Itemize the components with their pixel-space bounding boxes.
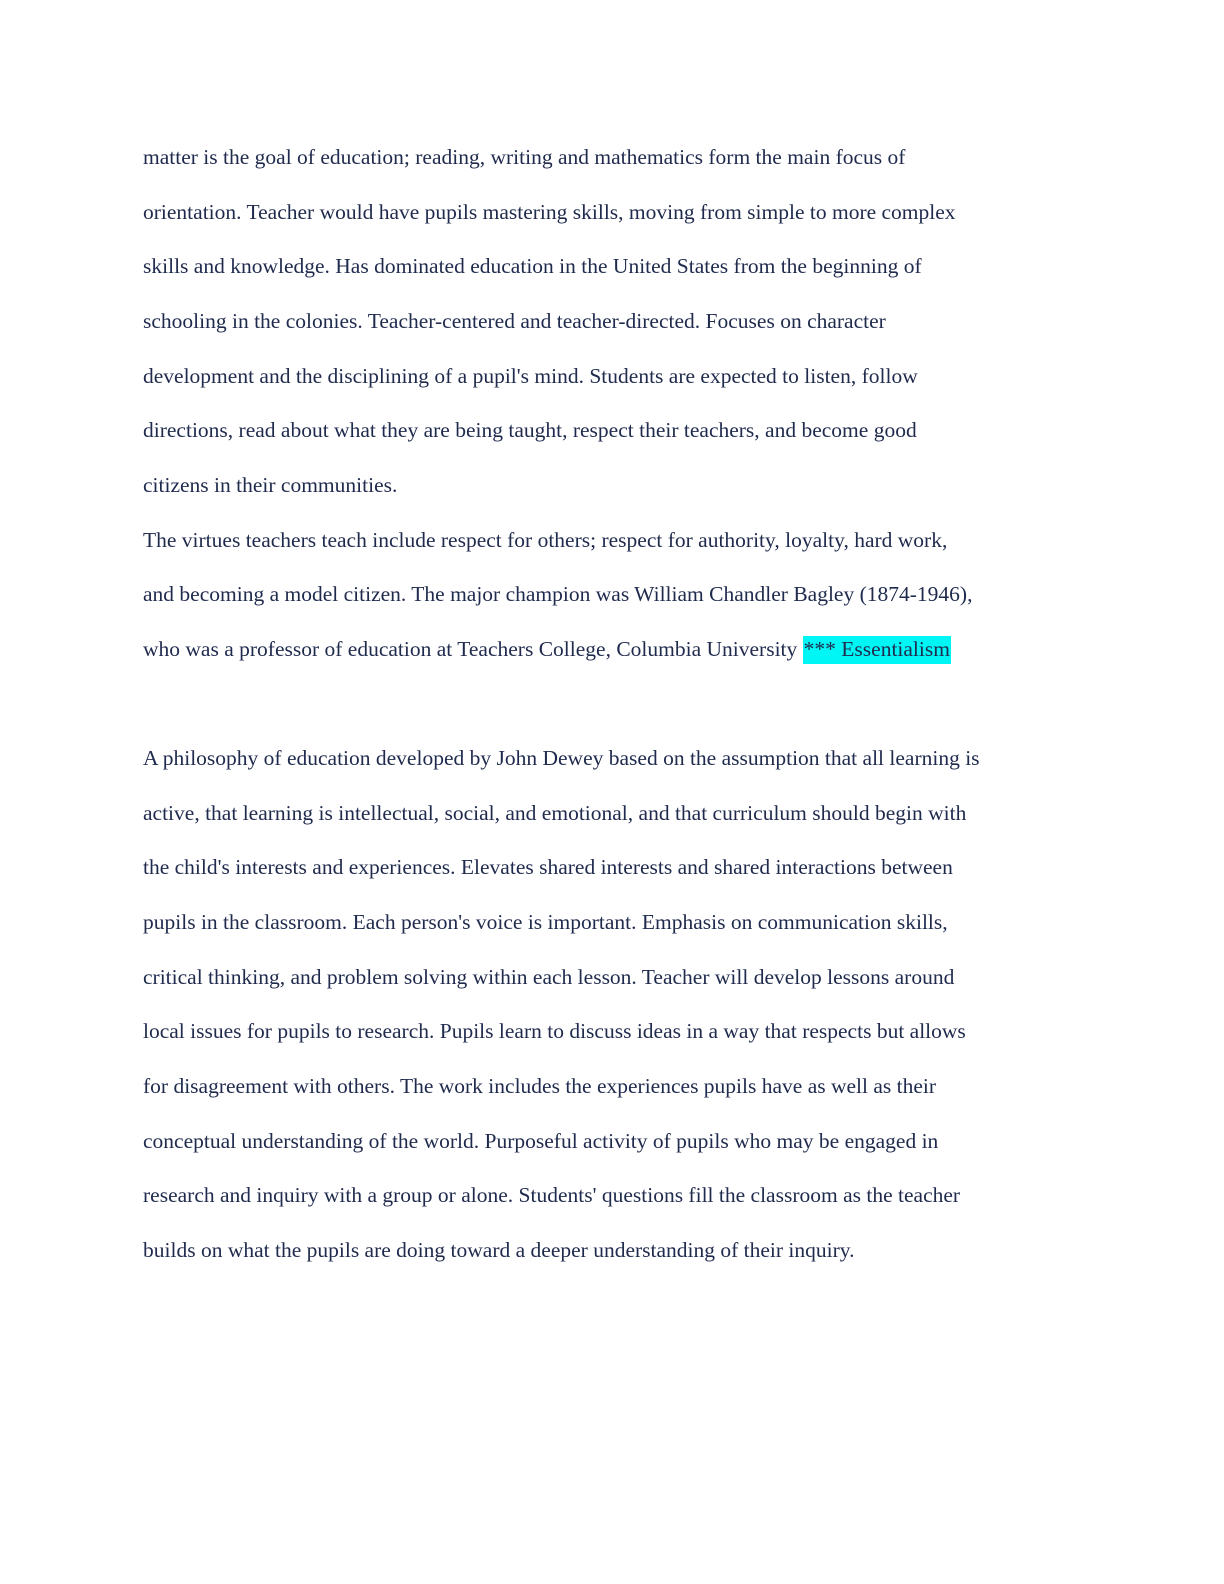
paragraph-line: citizens in their communities. [143,473,398,497]
paragraph-line: critical thinking, and problem solving within each lesson. Teacher will develop lessons around [143,965,955,989]
paragraph-line: the child's interests and experiences. Elevates shared interests and shared interactions between [143,855,953,879]
paragraph-line: development and the disciplining of a pupil's mind. Students are expected to listen, follow [143,364,918,388]
paragraph-line: skills and knowledge. Has dominated education in the United States from the beginning of [143,254,922,278]
paragraph-line: matter is the goal of education; reading, writing and mathematics form the main focus of [143,145,906,169]
paragraph-line: The virtues teachers teach include respect for others; respect for authority, loyalty, hard work, [143,528,948,552]
paragraph-line: and becoming a model citizen. The major champion was William Chandler Bagley (1874-1946), [143,582,973,606]
paragraph-line: active, that learning is intellectual, social, and emotional, and that curriculum should begin with [143,801,967,825]
answer-highlight: *** Essentialism [803,636,951,664]
paragraph-line: conceptual understanding of the world. Purposeful activity of pupils who may be engaged in [143,1129,939,1153]
paragraph-line: local issues for pupils to research. Pupils learn to discuss ideas in a way that respects but allows [143,1019,966,1043]
paragraph-line: builds on what the pupils are doing toward a deeper understanding of their inquiry. [143,1238,855,1262]
paragraph-line: for disagreement with others. The work includes the experiences pupils have as well as their [143,1074,937,1098]
paragraph-line-text: who was a professor of education at Teachers College, Columbia University [143,637,803,661]
paragraph-line: pupils in the classroom. Each person's voice is important. Emphasis on communication skills, [143,910,948,934]
paragraph-line: research and inquiry with a group or alone. Students' questions fill the classroom as the teacher [143,1183,961,1207]
paragraph-line: orientation. Teacher would have pupils mastering skills, moving from simple to more complex [143,200,956,224]
paragraph-line: A philosophy of education developed by John Dewey based on the assumption that all learning is [143,746,980,770]
paragraph-line-with-answer [143,635,951,663]
paragraph-line: schooling in the colonies. Teacher-centered and teacher-directed. Focuses on character [143,309,886,333]
paragraph-line: directions, read about what they are being taught, respect their teachers, and become good [143,418,917,442]
